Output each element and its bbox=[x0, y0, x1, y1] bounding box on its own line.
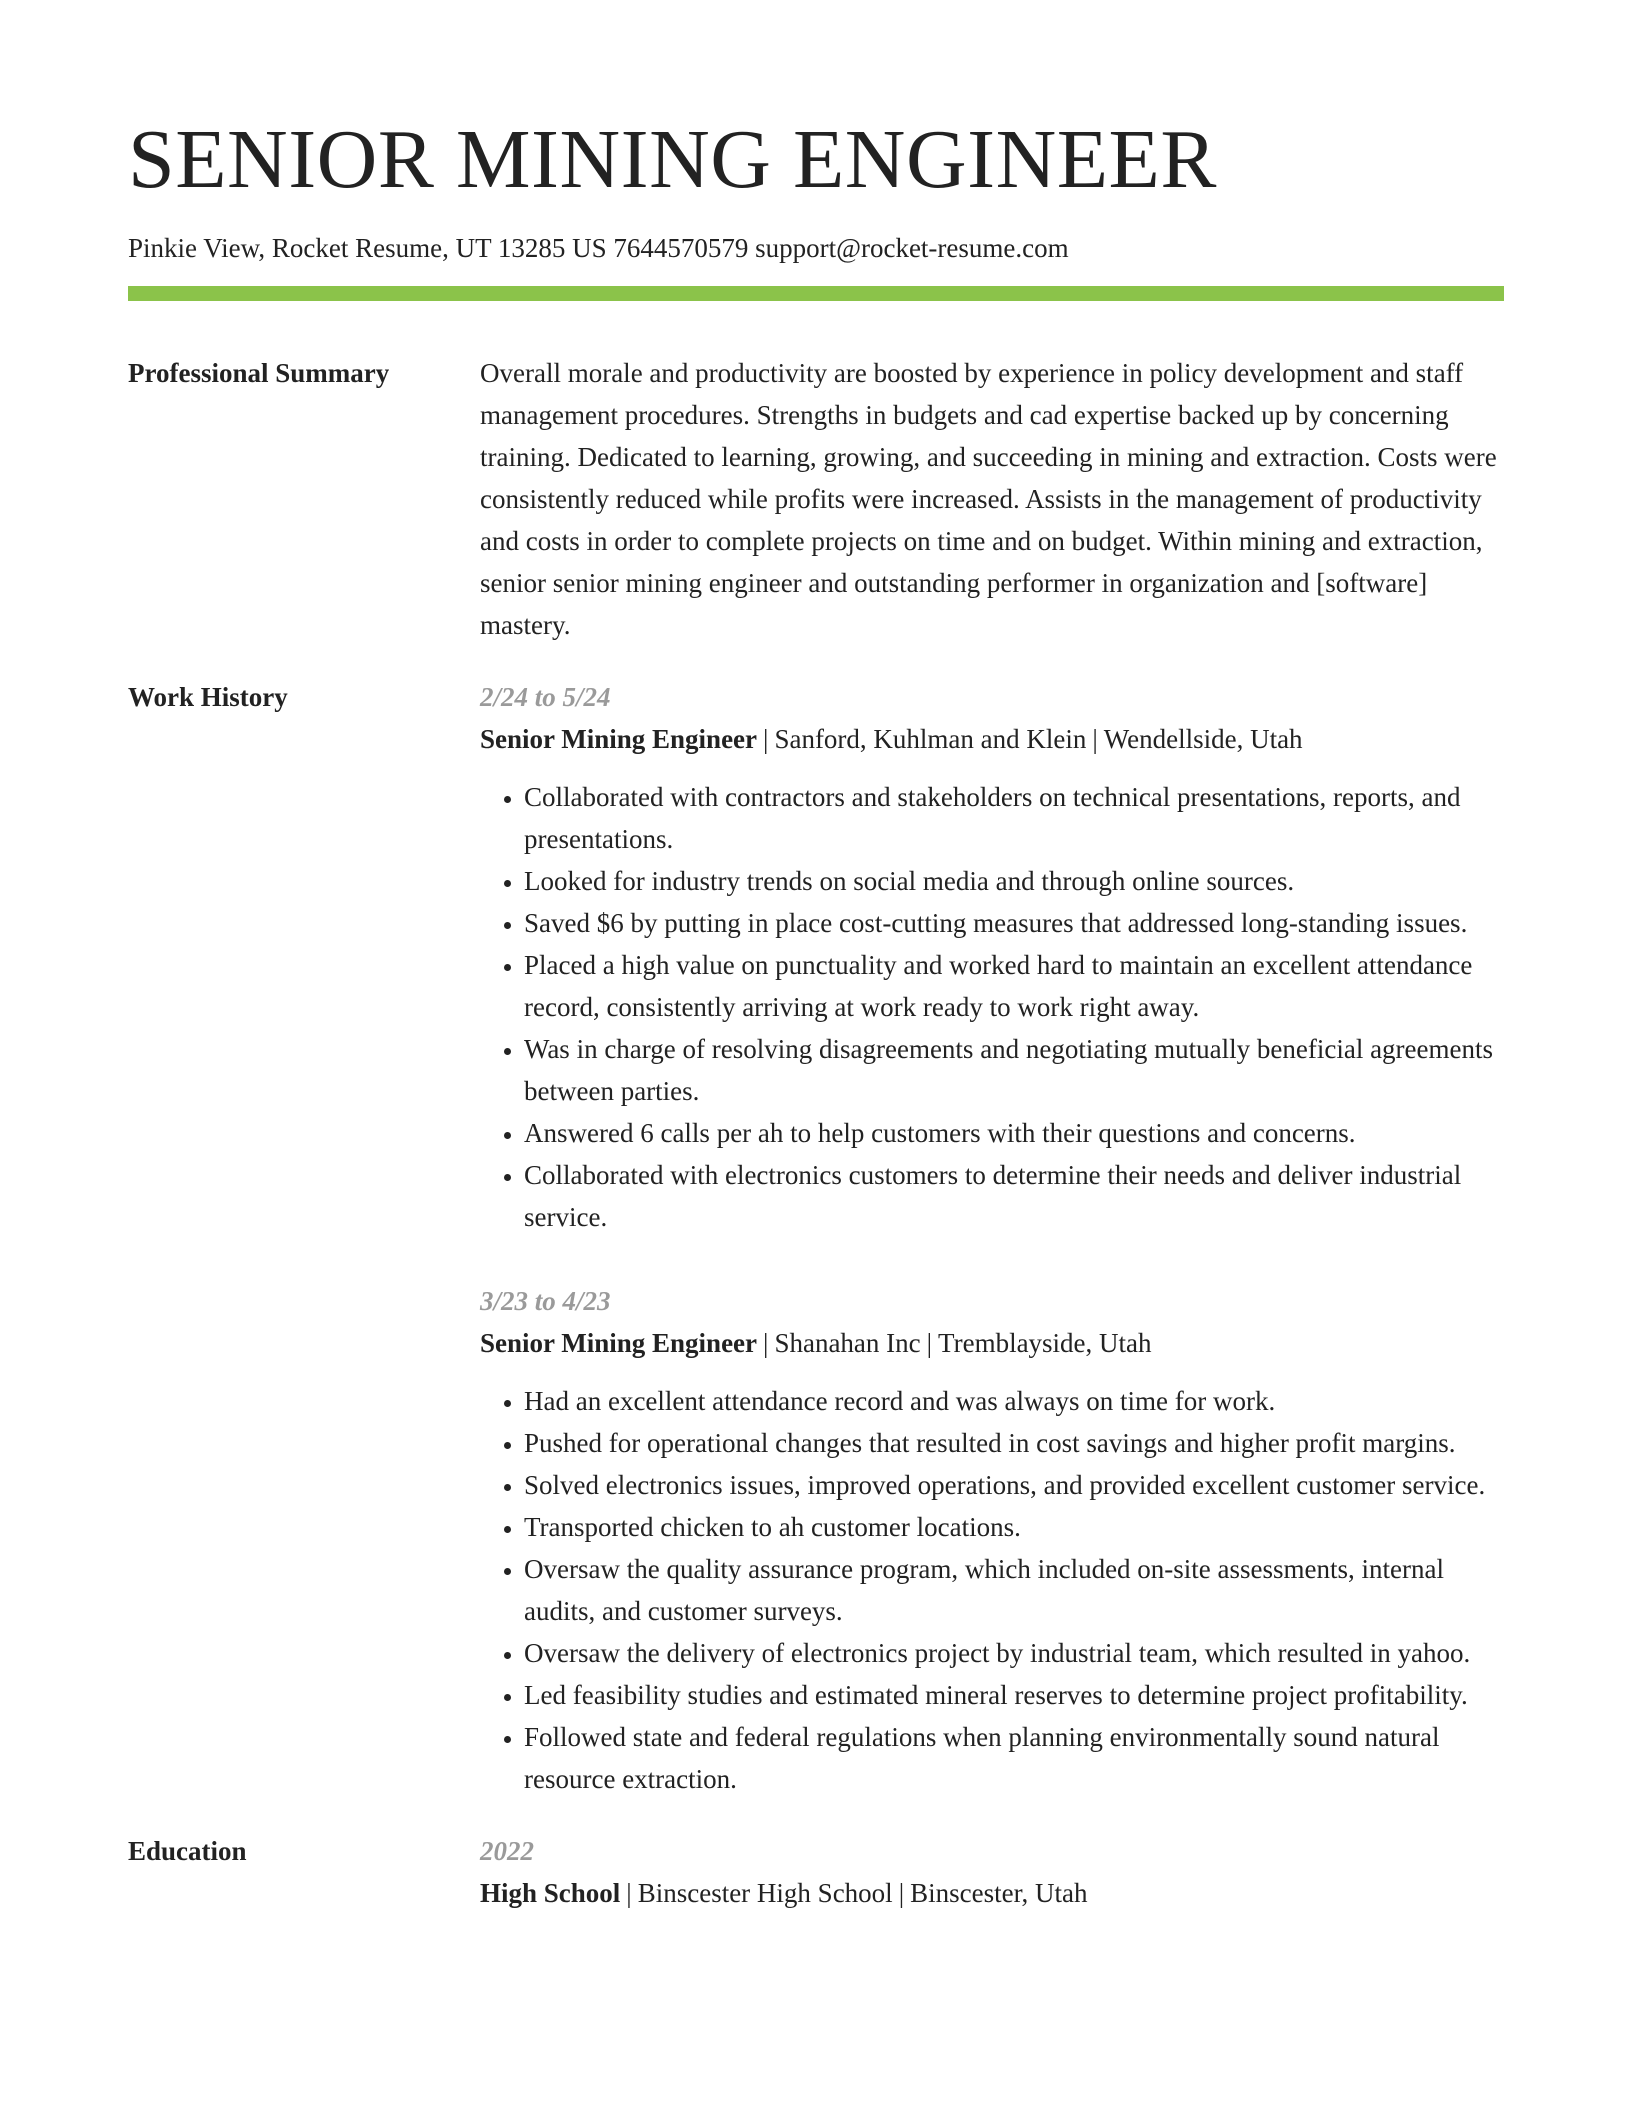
job-bullet: • Followed state and federal regulations when planning environmentally sound natural resource extraction. bbox=[524, 1716, 1504, 1800]
job-bullet: • Answered 6 calls per ah to help customers with their questions and concerns. bbox=[524, 1112, 1504, 1154]
section-professional-summary bbox=[128, 352, 1504, 646]
separator: | bbox=[763, 1328, 769, 1358]
job-dates: 2/24 to 5/24 bbox=[480, 682, 611, 712]
section-label-summary: Professional Summary bbox=[128, 358, 390, 388]
job-title: Senior Mining Engineer bbox=[480, 1328, 758, 1358]
job-bullet: • Led feasibility studies and estimated mineral reserves to determine project profitability. bbox=[524, 1674, 1504, 1716]
education-location: Binscester, Utah bbox=[910, 1878, 1088, 1908]
section-education bbox=[128, 1830, 1504, 1914]
education-school: Binscester High School bbox=[637, 1878, 893, 1908]
job-bullet: • Transported chicken to ah customer locations. bbox=[524, 1506, 1504, 1548]
job-bullet: • Placed a high value on punctuality and worked hard to maintain an excellent attendance record, consistently arriving at work ready to work right away. bbox=[524, 944, 1504, 1028]
job-bullet: • Had an excellent attendance record and was always on time for work. bbox=[524, 1380, 1504, 1422]
section-body-work-history bbox=[480, 676, 1504, 1800]
job-bullet: • Looked for industry trends on social media and through online sources. bbox=[524, 860, 1504, 902]
job-company: Shanahan Inc bbox=[774, 1328, 921, 1358]
resume-sections bbox=[128, 352, 1504, 1944]
job-bullet-list bbox=[480, 776, 1504, 1238]
job-bullet: • Collaborated with contractors and stakeholders on technical presentations, reports, and presentations. bbox=[524, 776, 1504, 860]
section-body-education bbox=[480, 1830, 1504, 1914]
contact-email: support@rocket-resume.com bbox=[755, 233, 1069, 263]
job-title: Senior Mining Engineer bbox=[480, 724, 758, 754]
education-degree: High School bbox=[480, 1878, 621, 1908]
separator: | bbox=[898, 1878, 905, 1908]
accent-divider bbox=[128, 286, 1504, 301]
resume-title: SENIOR MINING ENGINEER bbox=[128, 113, 1217, 206]
job-bullet: • Oversaw the quality assurance program, which included on-site assessments, internal audits, and customer surveys. bbox=[524, 1548, 1504, 1632]
separator: | bbox=[763, 724, 769, 754]
section-body-summary bbox=[480, 352, 1504, 646]
job-bullet-list bbox=[480, 1380, 1504, 1800]
education-title-line bbox=[480, 1872, 1504, 1914]
contact-line bbox=[128, 232, 1069, 264]
separator: | bbox=[1092, 724, 1098, 754]
job-bullet: • Was in charge of resolving disagreements and negotiating mutually beneficial agreements between parties. bbox=[524, 1028, 1504, 1112]
summary-text: Overall morale and productivity are boosted by experience in policy development and staff management procedures. Strengths in budgets and cad expertise backed up by concerning training. Dedicated to learning, growing, and succeeding in mining and extraction. Costs were consistently reduced while profits were increased. Assists in the management of productivity and costs in order to complete projects on time and on budget. Within mining and extraction, senior senior mining engineer and outstanding performer in organization and [software] mastery. bbox=[480, 358, 1497, 640]
job-bullet: • Saved $6 by putting in place cost-cutting measures that addressed long-standing issues. bbox=[524, 902, 1504, 944]
education-dates: 2022 bbox=[480, 1836, 534, 1866]
job-company: Sanford, Kuhlman and Klein bbox=[774, 724, 1087, 754]
job-dates: 3/23 to 4/23 bbox=[480, 1286, 611, 1316]
section-label-education: Education bbox=[128, 1836, 247, 1866]
job-bullet: • Collaborated with electronics customers to determine their needs and deliver industrial service. bbox=[524, 1154, 1504, 1238]
job-bullet: • Oversaw the delivery of electronics project by industrial team, which resulted in yahoo. bbox=[524, 1632, 1504, 1674]
job-location: Tremblayside, Utah bbox=[938, 1328, 1152, 1358]
job-entry bbox=[480, 1280, 1504, 1800]
section-work-history bbox=[128, 676, 1504, 1800]
job-entry bbox=[480, 676, 1504, 1238]
job-location: Wendellside, Utah bbox=[1103, 724, 1303, 754]
separator: | bbox=[626, 1878, 632, 1908]
job-bullet: • Pushed for operational changes that resulted in cost savings and higher profit margins. bbox=[524, 1422, 1504, 1464]
separator: | bbox=[926, 1328, 933, 1358]
job-bullet: • Solved electronics issues, improved operations, and provided excellent customer service. bbox=[524, 1464, 1504, 1506]
education-entry bbox=[480, 1830, 1504, 1914]
section-label-work-history: Work History bbox=[128, 682, 288, 712]
contact-phone: 7644570579 bbox=[613, 233, 749, 263]
contact-address: Pinkie View, Rocket Resume, UT 13285 US bbox=[128, 233, 607, 263]
job-title-line bbox=[480, 718, 1504, 760]
job-title-line bbox=[480, 1322, 1504, 1364]
